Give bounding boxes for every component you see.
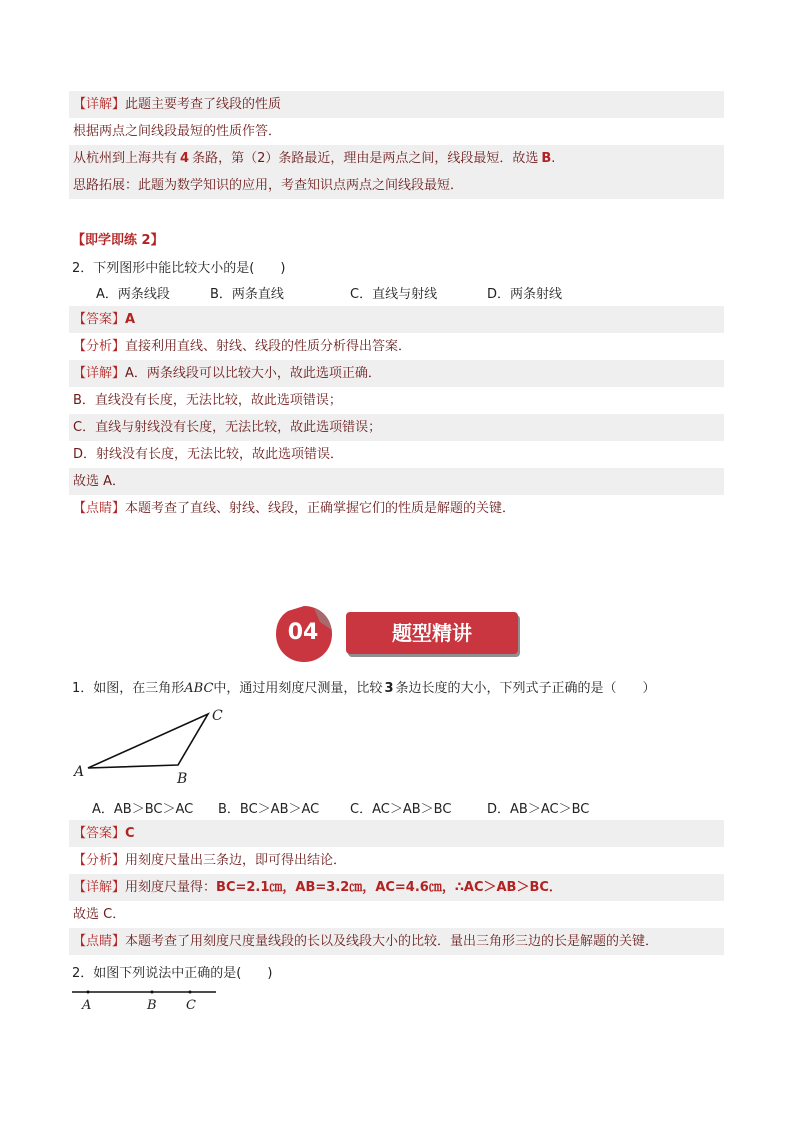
choice-a: A．AB＞BC＞AC — [92, 802, 194, 817]
choice-d: D．两条射线 — [487, 287, 563, 302]
practice-question: 2．下列图形中能比较大小的是( ) — [72, 261, 286, 276]
extension-row: 思路拓展：此题为数学知识的应用，考查知识点两点之间线段最短． — [69, 172, 724, 199]
solution-block-1 — [69, 91, 724, 199]
detail-row: 【详解】此题主要考查了线段的性质 — [69, 91, 724, 118]
comment-row: 【点睛】本题考查了用刻度尺度量线段的长以及线段大小的比较．量出三角形三边的长是解题的关键． — [69, 928, 724, 955]
choice-b: B．两条直线 — [210, 287, 284, 302]
triangle-figure — [70, 700, 240, 790]
detail-row: 【详解】用刻度尺量得：BC=2.1㎝，AB=3.2㎝，AC=4.6㎝，∴AC＞AB＞BC． — [69, 874, 724, 901]
section-number: 04 — [287, 620, 319, 645]
answer-row: 【答案】C — [69, 820, 724, 847]
choice-d: D．AB＞AC＞BC — [487, 802, 590, 817]
analysis-row: 【分析】用刻度尺量出三条边，即可得出结论． — [73, 853, 347, 868]
choose-row: 故选 A． — [69, 468, 724, 495]
detail-row: 【详解】A．两条线段可以比较大小，故此选项正确． — [69, 360, 724, 387]
choice-c: C．AC＞AB＞BC — [350, 802, 452, 817]
label-c: C — [212, 708, 223, 724]
label-b: B — [177, 771, 188, 787]
reason-row: 根据两点之间线段最短的性质作答． — [73, 124, 282, 139]
line-d-row: D．射线没有长度，无法比较，故此选项错误． — [73, 447, 344, 462]
line-c-row: C．直线与射线没有长度，无法比较，故此选项错误； — [69, 414, 724, 441]
answer-row: 【答案】A — [69, 306, 724, 333]
comment-row: 【点睛】本题考查了直线、射线、线段，正确掌握它们的性质是解题的关键． — [73, 501, 516, 516]
section-title: 题型精讲 — [346, 612, 518, 654]
label-c: C — [186, 998, 196, 1013]
choice-a: A．两条线段 — [96, 287, 170, 302]
label-a: A — [82, 998, 92, 1013]
analysis-row: 【分析】直接利用直线、射线、线段的性质分析得出答案． — [73, 339, 412, 354]
choose-row: 故选 C． — [73, 907, 126, 922]
question-1: 1．如图，在三角形ABC中，通过用刻度尺测量，比较 3 条边长度的大小，下列式子正确的是（ ） — [72, 681, 656, 696]
line-b-row: B．直线没有长度，无法比较，故此选项错误； — [73, 393, 342, 408]
label-a: A — [74, 764, 85, 780]
route-row: 从杭州到上海共有 4 条路，第（2）条路最近，理由是两点之间，线段最短．故选 B. — [69, 145, 724, 172]
line-figure — [70, 984, 230, 1016]
label-b: B — [147, 998, 157, 1013]
solution-block-3 — [69, 820, 724, 955]
choice-c: C．直线与射线 — [350, 287, 438, 302]
solution-block-2 — [69, 306, 724, 522]
question-2: 2．如图下列说法中正确的是( ) — [72, 966, 273, 981]
choice-b: B．BC＞AB＞AC — [218, 802, 320, 817]
practice-heading: 【即学即练 2】 — [72, 233, 164, 248]
